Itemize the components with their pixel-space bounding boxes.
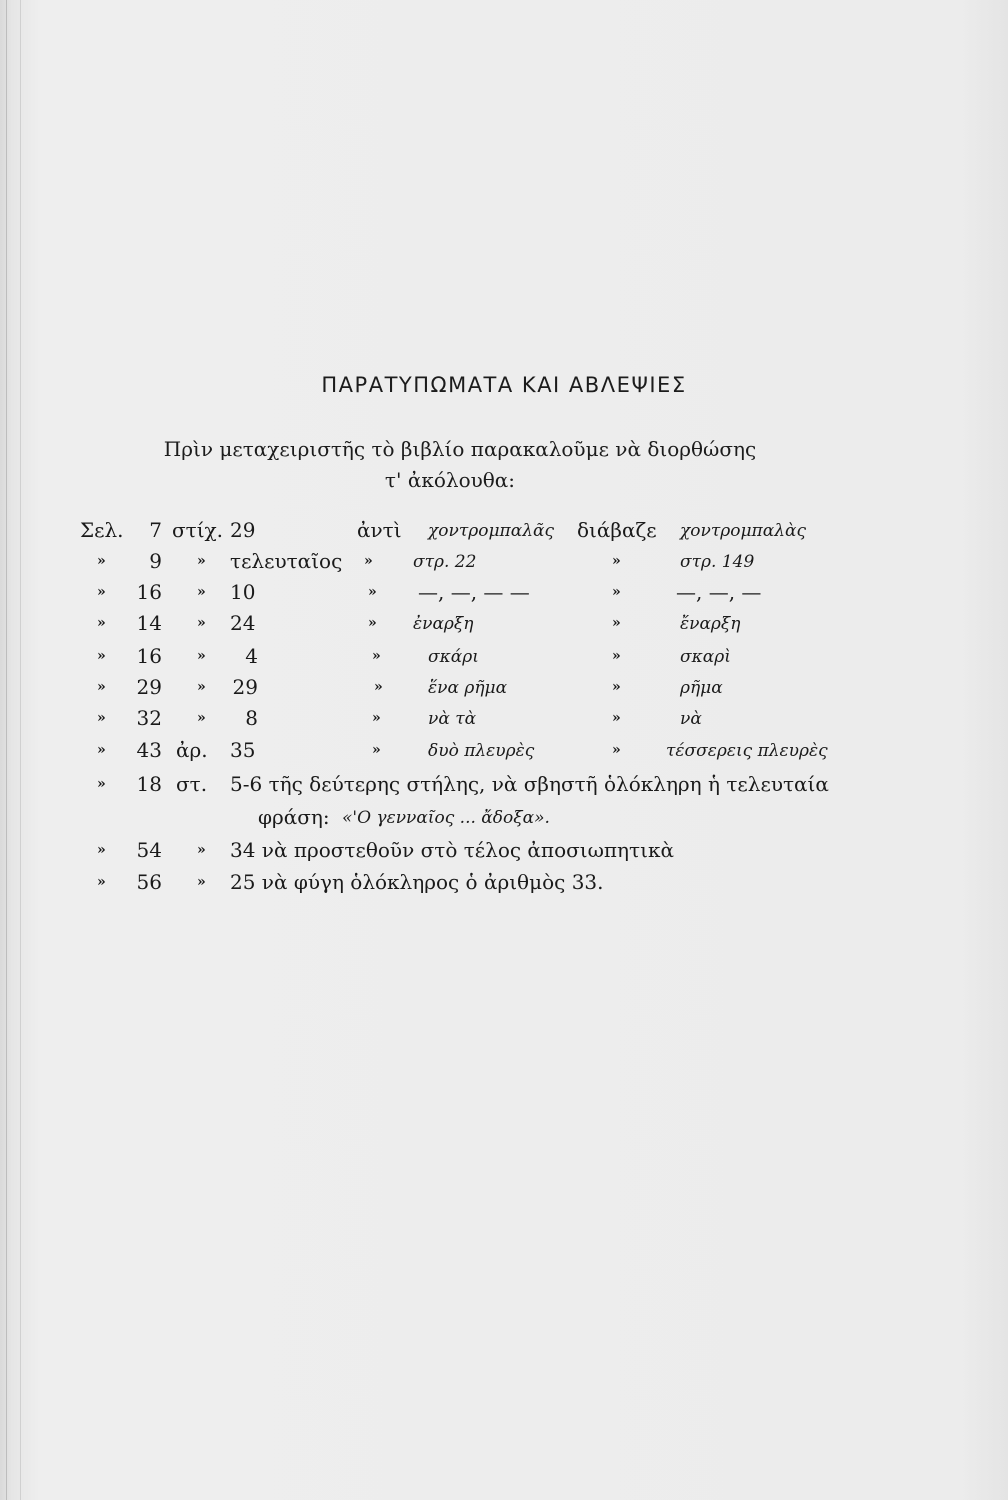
line-number: τελευταῖος [230, 549, 343, 573]
errata-row [0, 738, 1008, 770]
wrong-text: χοντρομπαλᾶς [428, 521, 554, 541]
wrong-text: ἐναρξη [413, 614, 474, 634]
correct-text: χοντρομπαλὰς [680, 521, 806, 541]
ditto-mark: » [97, 615, 106, 631]
errata-note [0, 870, 1008, 902]
ditto-mark: » [97, 648, 106, 664]
ditto-mark: » [612, 648, 621, 664]
note-text: 5-6 τῆς δεύτερης στήλης, νὰ σβηστῆ ὁλόκληρη ἡ τελευταία [230, 772, 829, 796]
errata-row [0, 549, 1008, 581]
page-number: 16 [136, 644, 162, 668]
errata-row [0, 611, 1008, 643]
wrong-text: —, —, — — [418, 580, 530, 604]
line-number: 35 [230, 738, 256, 762]
errata-note-continuation [0, 805, 1008, 837]
label-line: στίχ. [172, 518, 224, 542]
errata-note [0, 838, 1008, 870]
ditto-mark: » [612, 710, 621, 726]
errata-note [0, 772, 1008, 804]
page-number: 18 [136, 772, 162, 796]
ditto-mark: » [364, 553, 373, 569]
line-number: 8 [245, 706, 258, 730]
ditto-mark: » [612, 553, 621, 569]
ditto-mark: » [97, 679, 106, 695]
correct-text: νὰ [680, 709, 702, 729]
label-read: διάβαζε [577, 518, 657, 542]
ditto-mark: » [197, 679, 206, 695]
ditto-mark: » [372, 742, 381, 758]
ditto-mark: » [97, 553, 106, 569]
ditto-mark: » [197, 553, 206, 569]
wrong-text: νὰ τὰ [428, 709, 477, 729]
errata-row [0, 644, 1008, 676]
page-number: 43 [136, 738, 162, 762]
note-quote: «'Ο γενναῖος ... ἄδοξα». [342, 808, 550, 828]
ditto-mark: » [372, 710, 381, 726]
ditto-mark: » [197, 710, 206, 726]
line-number: 24 [230, 611, 256, 635]
errata-row [0, 518, 1008, 550]
page-number: 14 [136, 611, 162, 635]
ditto-mark: » [97, 584, 106, 600]
line-number: 29 [232, 675, 258, 699]
errata-row [0, 706, 1008, 738]
page-number: 32 [136, 706, 162, 730]
ditto-mark: » [612, 584, 621, 600]
page-number: 7 [149, 518, 162, 542]
ditto-mark: » [197, 648, 206, 664]
ditto-mark: » [97, 710, 106, 726]
label-line: στ. [176, 772, 208, 796]
ditto-mark: » [197, 615, 206, 631]
page-number: 56 [136, 870, 162, 894]
wrong-text: σκάρι [428, 647, 479, 667]
label-page: Σελ. [80, 518, 124, 542]
line-number: 29 [230, 518, 256, 542]
intro-line-2: τ' ἀκόλουθα: [384, 468, 516, 492]
page-number: 29 [136, 675, 162, 699]
ditto-mark: » [97, 874, 106, 890]
correct-text: —, —, — [676, 580, 762, 604]
ditto-mark: » [612, 679, 621, 695]
correct-text: ἔναρξη [680, 614, 741, 634]
note-text: 34 νὰ προστεθοῦν στὸ τέλος ἀποσιωπητικὰ [230, 838, 674, 862]
ditto-mark: » [612, 615, 621, 631]
ditto-mark: » [97, 776, 106, 792]
page-number: 16 [136, 580, 162, 604]
ditto-mark: » [372, 648, 381, 664]
ditto-mark: » [374, 679, 383, 695]
line-number: 10 [230, 580, 256, 604]
ditto-mark: » [97, 742, 106, 758]
note-text-plain: φράση: [258, 805, 330, 829]
correct-text: στρ. 149 [680, 552, 755, 572]
errata-row [0, 675, 1008, 707]
wrong-text: στρ. 22 [413, 552, 477, 572]
ditto-mark: » [97, 842, 106, 858]
correct-text: σκαρὶ [680, 647, 731, 667]
note-text: 25 νὰ φύγη ὁλόκληρος ὁ ἀριθμὸς 33. [230, 870, 604, 894]
label-instead: ἀντὶ [357, 518, 402, 542]
ditto-mark: » [197, 874, 206, 890]
ditto-mark: » [612, 742, 621, 758]
intro-line-1: Πρὶν μεταχειριστῆς τὸ βιβλίο παρακαλοῦμε νὰ διορθώσης [163, 437, 757, 461]
page-number: 9 [149, 549, 162, 573]
label-number: ἀρ. [176, 738, 208, 762]
correct-text: ρῆμα [680, 678, 723, 698]
page-number: 54 [136, 838, 162, 862]
wrong-text: ἕνα ρῆμα [428, 678, 508, 698]
wrong-text: δυὸ πλευρὲς [428, 741, 535, 761]
ditto-mark: » [197, 842, 206, 858]
ditto-mark: » [368, 584, 377, 600]
page-title: ΠΑΡΑΤΥΠΩΜΑΤΑ ΚΑΙ ΑΒΛΕΨΙΕΣ [321, 373, 687, 397]
ditto-mark: » [197, 584, 206, 600]
ditto-mark: » [368, 615, 377, 631]
errata-row [0, 580, 1008, 612]
correct-text: τέσσερεις πλευρὲς [666, 741, 828, 761]
line-number: 4 [245, 644, 258, 668]
